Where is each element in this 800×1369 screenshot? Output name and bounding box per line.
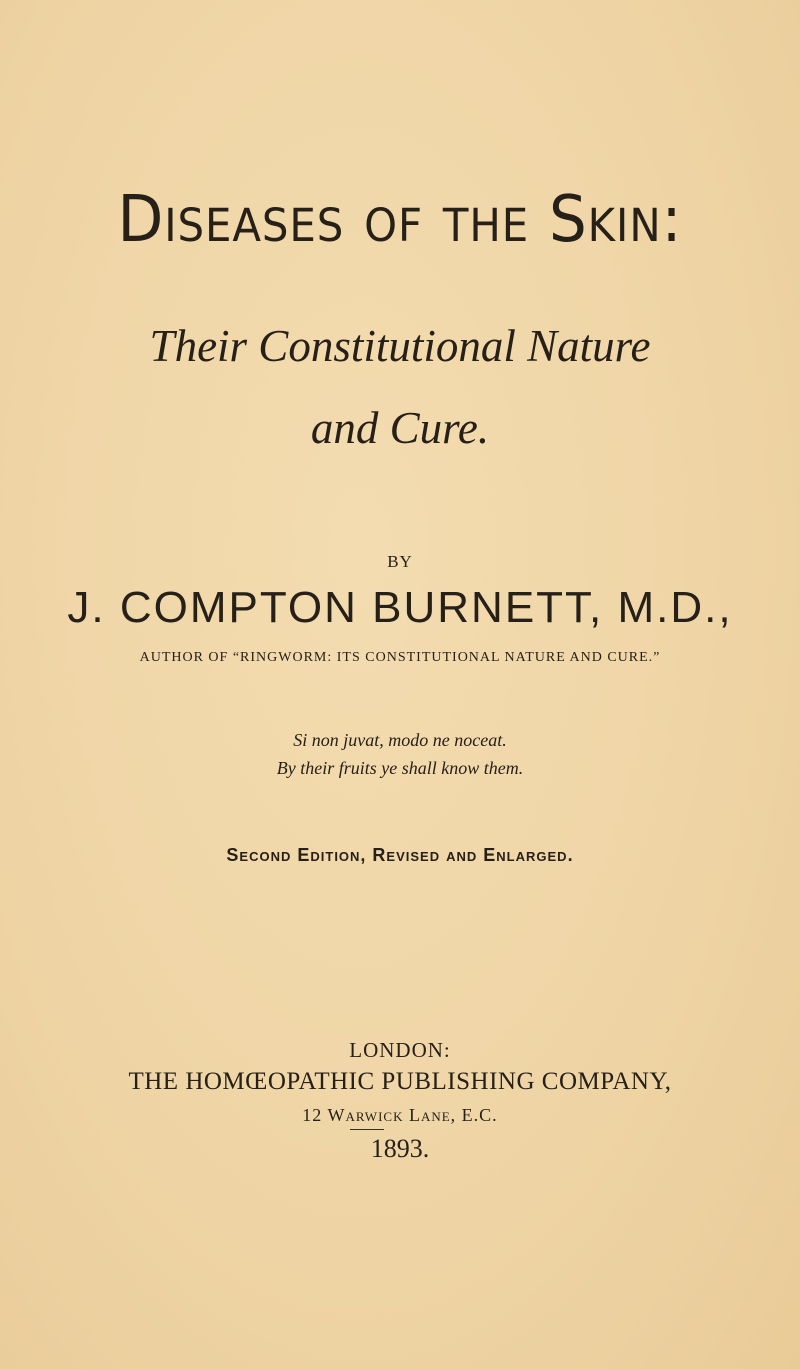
publisher-name: THE HOMŒOPATHIC PUBLISHING COMPANY, [128,1068,672,1095]
subtitle-line-1: Their Constitutional Nature [149,321,651,371]
by-label: BY [387,552,413,571]
motto-latin: Si non juvat, modo ne noceat. [293,730,507,750]
publisher-address: 12 Warwick Lane, E.C. [302,1105,498,1125]
divider-rule [350,1129,384,1130]
subtitle-line-2: and Cure. [310,403,490,453]
author-credits: AUTHOR OF “RINGWORM: ITS CONSTITUTIONAL NATURE AND CURE.” [139,650,661,665]
edition-statement: Second Edition, Revised and Enlarged. [226,845,574,865]
publication-year: 1893. [370,1134,430,1163]
publication-city: LONDON: [349,1038,451,1062]
book-title: Diseases of the Skin: [117,183,683,257]
motto-english: By their fruits ye shall know them. [276,758,524,778]
author-name: J. COMPTON BURNETT, M.D., [67,583,733,632]
